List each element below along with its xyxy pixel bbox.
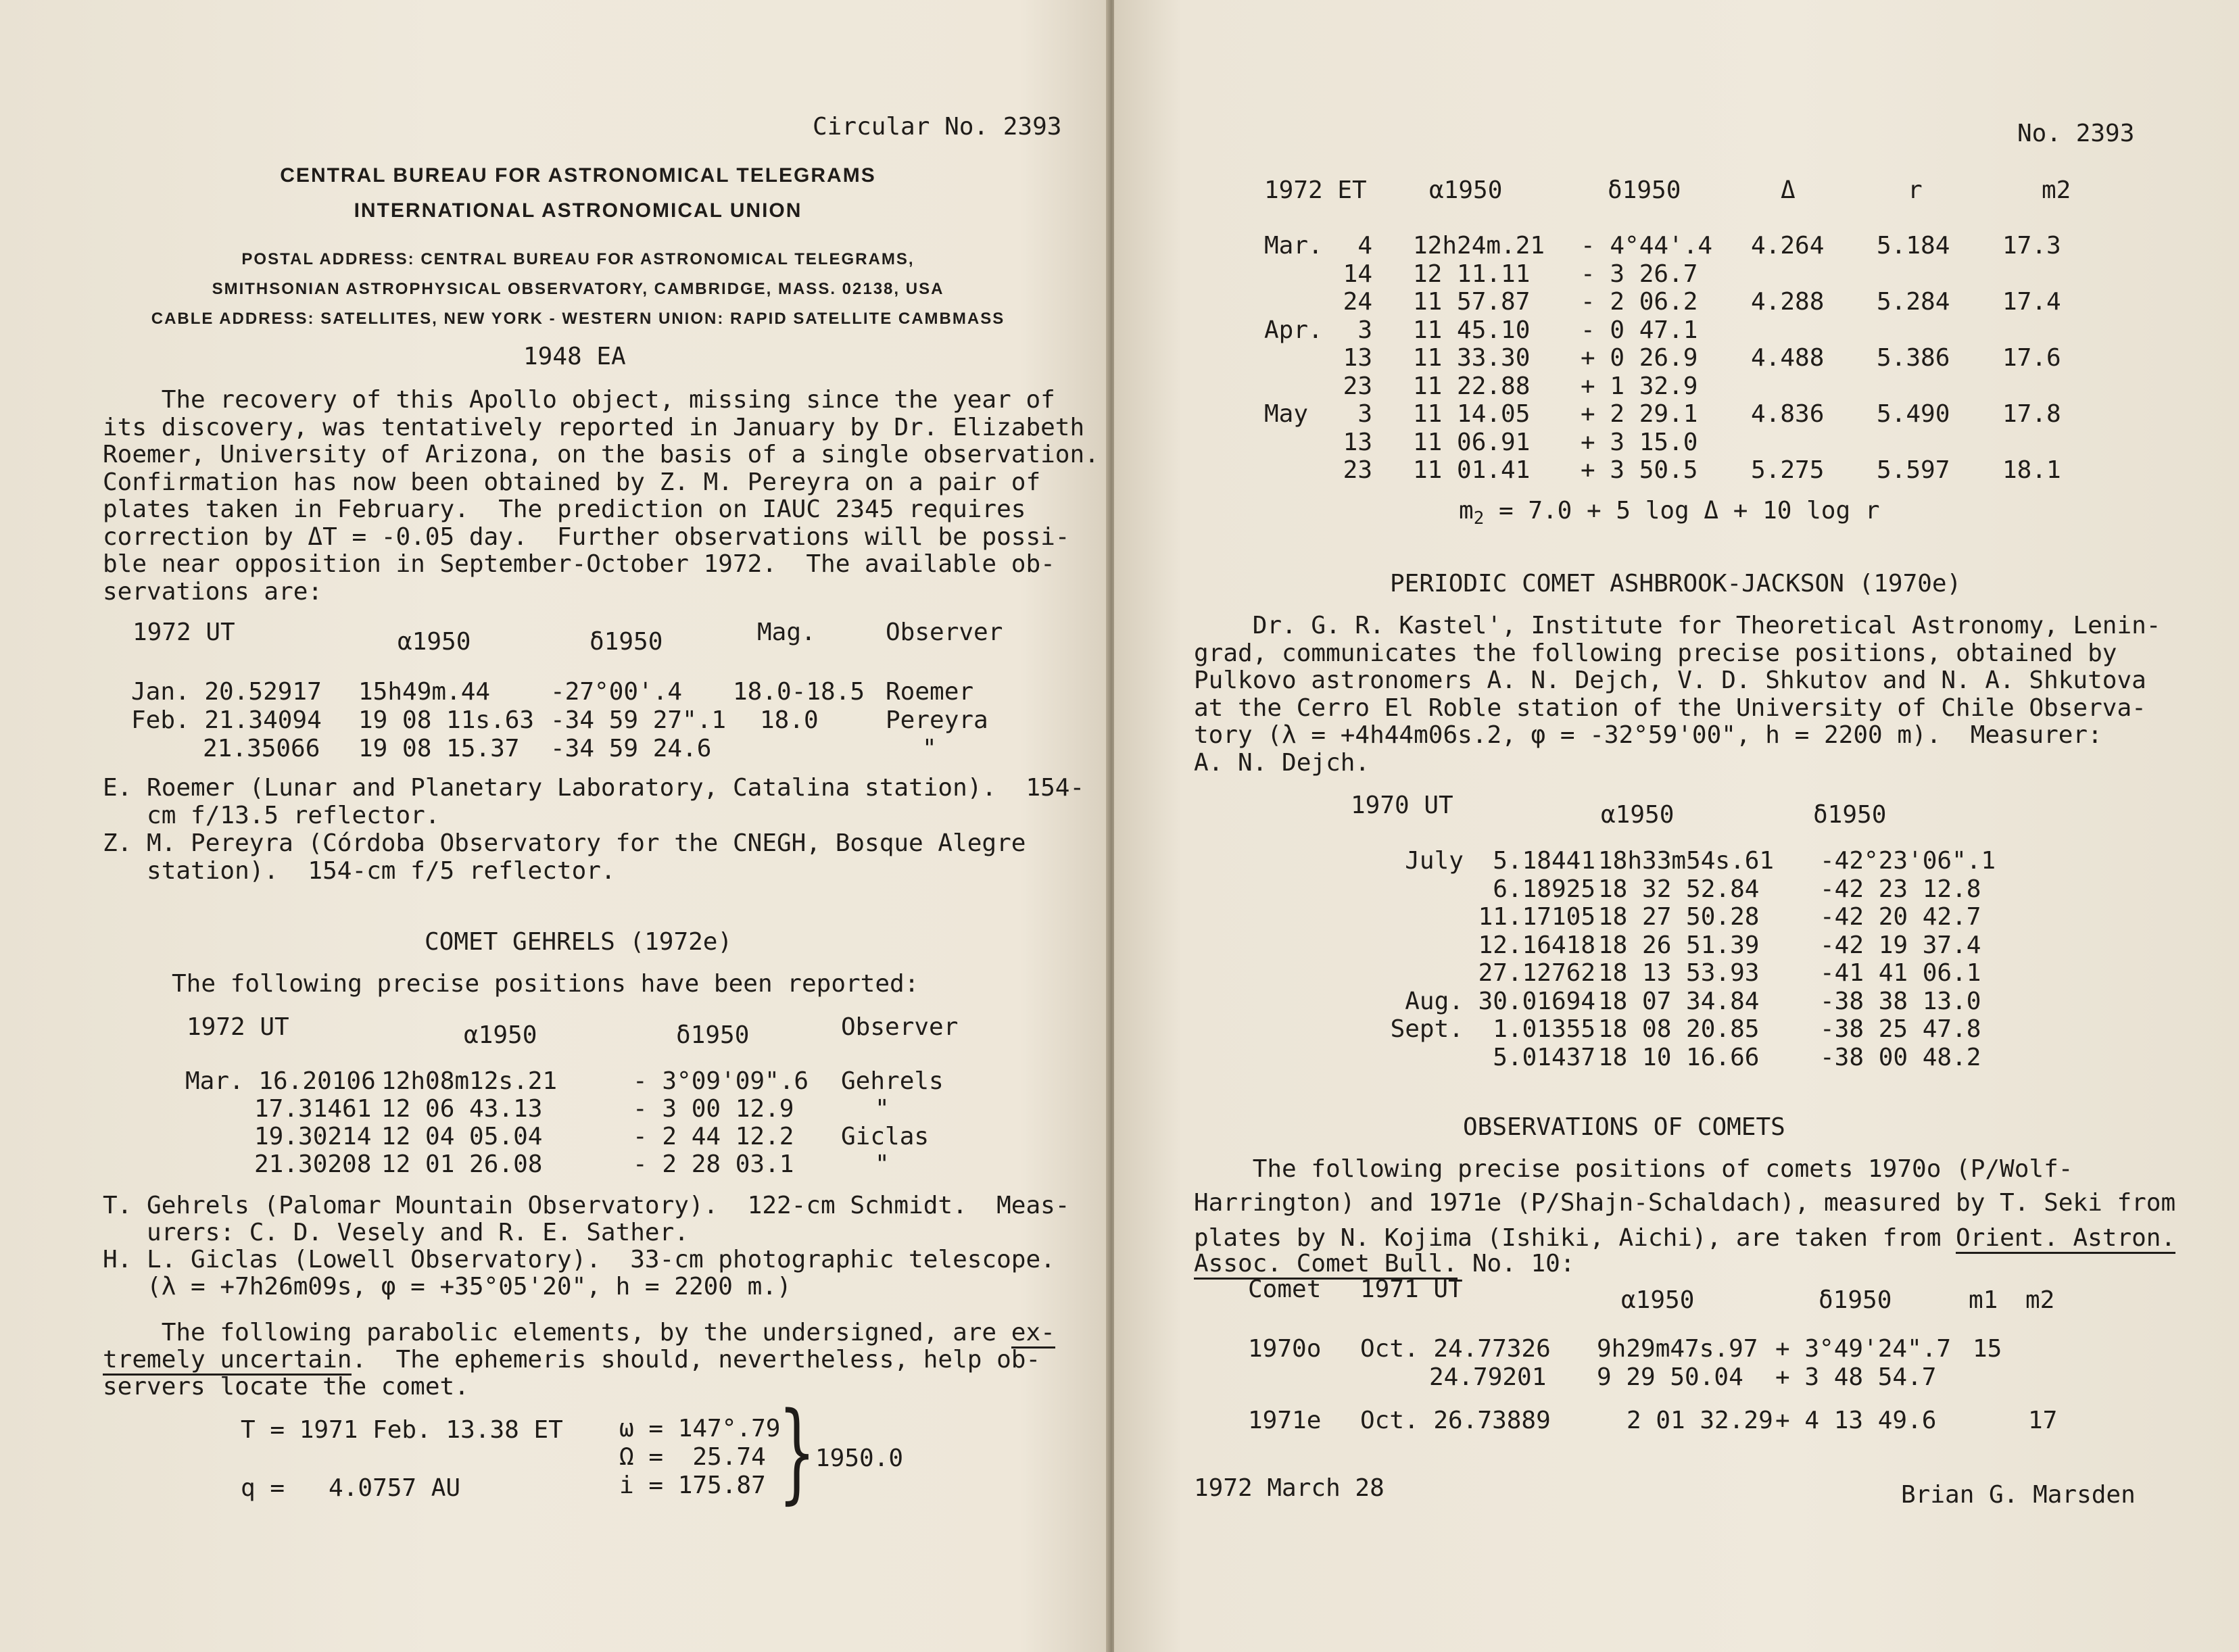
page-number: No. 2393 — [2017, 120, 2135, 147]
table-cell: 17 — [2028, 1407, 2058, 1434]
table-cell: " — [922, 735, 937, 762]
table-header: Mag. — [757, 618, 816, 646]
table-cell: 4.488 — [1751, 344, 1825, 372]
table-cell: 4 — [1357, 232, 1372, 260]
table-cell: -42 20 42.7 — [1820, 903, 1981, 931]
table-cell: Roemer — [886, 678, 974, 706]
table-cell: -42 19 37.4 — [1820, 931, 1981, 959]
table-cell: Gehrels — [841, 1067, 944, 1095]
table-cell: -38 25 47.8 — [1820, 1015, 1981, 1043]
observations-paragraph-3: plates by N. Kojima (Ishiki, Aichi), are taken from Orient. Astron. — [1194, 1225, 2175, 1252]
paragraph-line: Confirmation has now been obtained by Z. M. Pereyra on a pair of — [103, 468, 1041, 496]
section-title-observations: OBSERVATIONS OF COMETS — [1463, 1113, 1785, 1141]
paragraph-line: Harrington) and 1971e (P/Shajn-Schaldach), measured by T. Seki from — [1194, 1189, 2176, 1217]
table-cell: + 3 48 54.7 — [1775, 1363, 1937, 1391]
table-cell: 19.30214 — [254, 1123, 372, 1150]
table-cell: 18 32 52.84 — [1598, 875, 1760, 903]
table-cell: -27°00'.4 — [550, 678, 683, 706]
table-cell: 19 08 15.37 — [358, 735, 520, 762]
table-cell: -42°23'06".1 — [1820, 847, 1996, 875]
union-heading: INTERNATIONAL ASTRONOMICAL UNION — [354, 199, 802, 222]
table-cell: 2 01 32.29 — [1627, 1407, 1773, 1434]
table-cell: + 3 15.0 — [1581, 428, 1698, 456]
table-cell: July 5.18441 — [1405, 847, 1595, 875]
right-page — [1114, 0, 2239, 1652]
postal-address-2: SMITHSONIAN ASTROPHYSICAL OBSERVATORY, CAMBRIDGE, MASS. 02138, USA — [212, 280, 944, 298]
gehrels-intro: The following precise positions have been reported: — [172, 970, 919, 998]
table-cell: 11 57.87 — [1413, 288, 1531, 316]
table-cell: -38 38 13.0 — [1820, 987, 1981, 1015]
table-cell: 9 29 50.04 — [1597, 1363, 1743, 1391]
table-cell: 15h49m.44 — [358, 678, 491, 706]
table-cell: 17.31461 — [254, 1095, 372, 1123]
element-equinox: 1950.0 — [815, 1444, 904, 1472]
table-cell: 5.386 — [1877, 344, 1950, 372]
table-cell: 11.17105 — [1478, 903, 1595, 931]
table-cell: 18.1 — [2002, 456, 2061, 484]
table-cell: Oct. 26.73889 — [1360, 1407, 1551, 1434]
cable-address: CABLE ADDRESS: SATELLITES, NEW YORK - WESTERN UNION: RAPID SATELLITE CAMBMASS — [151, 310, 1005, 328]
table-cell: 12 06 43.13 — [381, 1095, 543, 1123]
table-cell: 19 08 11s.63 — [358, 706, 535, 734]
table-header: α1950 — [1429, 176, 1503, 204]
brace-symbol: } — [777, 1388, 816, 1515]
paragraph-line: A. N. Dejch. — [1194, 748, 1370, 777]
table-cell: Feb. 21.34094 — [131, 706, 322, 734]
table-cell: 5.284 — [1877, 288, 1950, 316]
table-cell: - 2 06.2 — [1581, 288, 1698, 316]
table-cell: 5.490 — [1877, 400, 1950, 428]
paragraph-line: The following precise positions of comets 1970o (P/Wolf- — [1194, 1155, 2073, 1183]
paragraph-line: at the Cerro El Roble station of the University of Chile Observa- — [1194, 694, 2146, 722]
table-header: Observer — [841, 1013, 959, 1041]
paragraph-line: The recovery of this Apollo object, missing since the year of — [103, 386, 1055, 414]
element-node: Ω = 25.74 — [619, 1443, 766, 1471]
table-cell: 1970o — [1248, 1335, 1322, 1363]
note-line: H. L. Giclas (Lowell Observatory). 33-cm photographic telescope. — [103, 1246, 1055, 1273]
table-header: 1972 ET — [1264, 176, 1367, 204]
table-cell: 11 33.30 — [1413, 344, 1531, 372]
table-cell: 18 10 16.66 — [1598, 1043, 1760, 1071]
note-line: T. Gehrels (Palomar Mountain Observatory). 122-cm Schmidt. Meas- — [103, 1192, 1070, 1219]
table-cell: 3 — [1357, 400, 1372, 428]
note-line: urers: C. D. Vesely and R. E. Sather. — [103, 1219, 689, 1246]
note-line: station). 154-cm f/5 reflector. — [103, 857, 616, 885]
table-cell: " — [875, 1095, 890, 1123]
table-cell: Jan. 20.52917 — [131, 678, 322, 706]
table-cell: 6.18925 — [1493, 875, 1595, 903]
table-cell: 21.35066 — [203, 735, 320, 762]
paragraph-line: tory (λ = +4h44m06s.2, φ = -32°59'00", h = 2200 m). Measurer: — [1194, 721, 2102, 749]
table-cell: 24 — [1343, 288, 1372, 316]
signature: Brian G. Marsden — [1901, 1481, 2136, 1509]
table-cell: 17.8 — [2002, 400, 2061, 428]
table-cell: 3 — [1357, 316, 1372, 344]
table-cell: 4.288 — [1751, 288, 1825, 316]
table-header: α1950 — [1621, 1286, 1695, 1314]
bureau-heading: CENTRAL BUREAU FOR ASTRONOMICAL TELEGRAMS — [280, 164, 876, 187]
table-cell: Apr. — [1264, 316, 1323, 344]
table-cell: - 3 26.7 — [1581, 260, 1698, 288]
table-cell: Giclas — [841, 1123, 930, 1150]
table-cell: 12h24m.21 — [1413, 232, 1545, 260]
paragraph-line: Roemer, University of Arizona, on the basis of a single observation. — [103, 441, 1099, 468]
table-cell: 23 — [1343, 456, 1372, 484]
paragraph-line: plates taken in February. The prediction on IAUC 2345 requires — [103, 495, 1026, 523]
table-cell: - 2 44 12.2 — [633, 1123, 794, 1150]
table-header: 1971 UT — [1360, 1276, 1463, 1303]
table-header: m2 — [2025, 1286, 2055, 1314]
table-cell: 12 04 05.04 — [381, 1123, 543, 1150]
note-line: E. Roemer (Lunar and Planetary Laboratory, Catalina station). 154- — [103, 774, 1085, 802]
table-cell: -34 59 24.6 — [550, 735, 712, 762]
section-title-ashbrook-jackson: PERIODIC COMET ASHBROOK-JACKSON (1970e) — [1390, 570, 1962, 598]
element-q: q = 4.0757 AU — [241, 1474, 461, 1502]
table-header: α1950 — [464, 1021, 537, 1049]
table-header: 1970 UT — [1351, 792, 1453, 819]
table-cell: Sept. 1.01355 — [1390, 1015, 1595, 1043]
table-cell: 13 — [1343, 428, 1372, 456]
circular-number: Circular No. 2393 — [813, 113, 1062, 141]
table-cell: 12h08m12s.21 — [381, 1067, 558, 1095]
table-cell: 11 06.91 — [1413, 428, 1531, 456]
table-cell: - 4°44'.4 — [1581, 232, 1713, 260]
table-cell: -42 23 12.8 — [1820, 875, 1981, 903]
table-cell: 23 — [1343, 372, 1372, 400]
table-cell: + 1 32.9 — [1581, 372, 1698, 400]
table-cell: 5.01437 — [1493, 1043, 1595, 1071]
table-cell: 18.0 — [760, 706, 819, 734]
table-cell: + 4 13 49.6 — [1775, 1407, 1937, 1434]
table-cell: Aug. 30.01694 — [1405, 987, 1595, 1015]
table-cell: - 2 28 03.1 — [633, 1150, 794, 1178]
table-cell: - 0 47.1 — [1581, 316, 1698, 344]
table-header: m2 — [2042, 176, 2071, 204]
table-cell: + 2 29.1 — [1581, 400, 1698, 428]
table-header: δ1950 — [589, 628, 663, 656]
table-cell: 14 — [1343, 260, 1372, 288]
elements-paragraph: The following parabolic elements, by the undersigned, are ex- — [103, 1319, 1055, 1346]
section-title-1948ea: 1948 EA — [523, 343, 626, 370]
table-cell: Oct. 24.77326 — [1360, 1335, 1551, 1363]
paragraph-line: Dr. G. R. Kastel', Institute for Theoretical Astronomy, Lenin- — [1194, 612, 2161, 639]
paragraph-line: grad, communicates the following precise positions, obtained by — [1194, 639, 2117, 667]
note-line: cm f/13.5 reflector. — [103, 802, 440, 829]
table-cell: - 3 00 12.9 — [633, 1095, 794, 1123]
table-cell: 11 01.41 — [1413, 456, 1531, 484]
paragraph-line: correction by ΔT = -0.05 day. Further observations will be possi- — [103, 523, 1070, 551]
element-omega: ω = 147°.79 — [619, 1415, 781, 1442]
table-cell: 18 07 34.84 — [1598, 987, 1760, 1015]
table-cell: 18.0-18.5 — [733, 678, 865, 706]
table-cell: 11 45.10 — [1413, 316, 1531, 344]
magnitude-formula: $m_2 = 7.0 + 5$ log Δ + 10 log r — [1459, 497, 1880, 529]
table-header: δ1950 — [1608, 176, 1681, 204]
table-cell: 27.12762 — [1478, 959, 1595, 987]
table-cell: 17.6 — [2002, 344, 2061, 372]
table-cell: Mar. 16.20106 — [185, 1067, 376, 1095]
table-cell: 18 13 53.93 — [1598, 959, 1760, 987]
table-header: 1972 UT — [187, 1013, 289, 1041]
table-cell: May — [1264, 400, 1309, 428]
postal-address: POSTAL ADDRESS: CENTRAL BUREAU FOR ASTRONOMICAL TELEGRAMS, — [241, 250, 915, 268]
table-cell: 5.184 — [1877, 232, 1950, 260]
table-cell: 4.264 — [1751, 232, 1825, 260]
table-cell: 18h33m54s.61 — [1598, 847, 1775, 875]
table-cell: 17.4 — [2002, 288, 2061, 316]
table-cell: -41 41 06.1 — [1820, 959, 1981, 987]
table-cell: 24.79201 — [1429, 1363, 1547, 1391]
table-header: Δ — [1781, 176, 1796, 204]
table-cell: 11 14.05 — [1413, 400, 1531, 428]
table-cell: Mar. — [1264, 232, 1323, 260]
issue-date: 1972 March 28 — [1194, 1474, 1385, 1502]
table-header: δ1950 — [1813, 801, 1887, 829]
table-cell: + 3 50.5 — [1581, 456, 1698, 484]
table-cell: 11 22.88 — [1413, 372, 1531, 400]
section-title-gehrels: COMET GEHRELS (1972e) — [425, 928, 733, 956]
table-cell: Pereyra — [886, 706, 988, 734]
table-cell: 18 27 50.28 — [1598, 903, 1760, 931]
table-header: Observer — [886, 618, 1003, 646]
table-cell: -38 00 48.2 — [1820, 1043, 1981, 1071]
element-T: T = 1971 Feb. 13.38 ET — [241, 1416, 563, 1444]
table-cell: 4.836 — [1751, 400, 1825, 428]
table-header: 1972 UT — [133, 618, 235, 646]
table-cell: 18 08 20.85 — [1598, 1015, 1760, 1043]
observations-paragraph-4: Assoc. Comet Bull. No. 10: — [1194, 1250, 1575, 1278]
table-cell: 13 — [1343, 344, 1372, 372]
table-cell: 5.275 — [1751, 456, 1825, 484]
table-cell: 15 — [1973, 1335, 2002, 1363]
table-cell: - 3°09'09".6 — [633, 1067, 809, 1095]
table-cell: -34 59 27".1 — [550, 706, 727, 734]
table-cell: 12 11.11 — [1413, 260, 1531, 288]
elements-paragraph-2: tremely uncertain. The ephemeris should, nevertheless, help ob- — [103, 1346, 1040, 1374]
table-cell: " — [875, 1150, 890, 1178]
note-line: Z. M. Pereyra (Córdoba Observatory for the CNEGH, Bosque Alegre — [103, 829, 1026, 857]
table-cell: 12.16418 — [1478, 931, 1595, 959]
paragraph-line: its discovery, was tentatively reported in January by Dr. Elizabeth — [103, 413, 1085, 441]
table-header: δ1950 — [676, 1021, 750, 1049]
note-line: (λ = +7h26m09s, φ = +35°05'20", h = 2200 m.) — [103, 1273, 792, 1301]
table-header: α1950 — [398, 628, 471, 656]
paragraph-line: Pulkovo astronomers A. N. Dejch, V. D. Shkutov and N. A. Shkutova — [1194, 666, 2146, 694]
elements-paragraph-3: servers locate the comet. — [103, 1373, 469, 1401]
table-cell: + 3°49'24".7 — [1775, 1335, 1952, 1363]
table-header: Comet — [1248, 1276, 1322, 1303]
table-cell: 21.30208 — [254, 1150, 372, 1178]
left-page — [0, 0, 1109, 1652]
table-header: α1950 — [1601, 801, 1675, 829]
table-cell: 9h29m47s.97 — [1597, 1335, 1758, 1363]
table-header: r — [1908, 176, 1923, 204]
paragraph-line: servations are: — [103, 577, 323, 606]
table-cell: 12 01 26.08 — [381, 1150, 543, 1178]
table-cell: 18 26 51.39 — [1598, 931, 1760, 959]
table-cell: 5.597 — [1877, 456, 1950, 484]
table-cell: 17.3 — [2002, 232, 2061, 260]
table-header: m1 — [1969, 1286, 1998, 1314]
table-cell: 1971e — [1248, 1407, 1322, 1434]
table-header: δ1950 — [1819, 1286, 1892, 1314]
element-inclination: i = 175.87 — [619, 1472, 766, 1499]
paragraph-line: ble near opposition in September-October 1972. The available ob- — [103, 550, 1055, 578]
table-cell: + 0 26.9 — [1581, 344, 1698, 372]
